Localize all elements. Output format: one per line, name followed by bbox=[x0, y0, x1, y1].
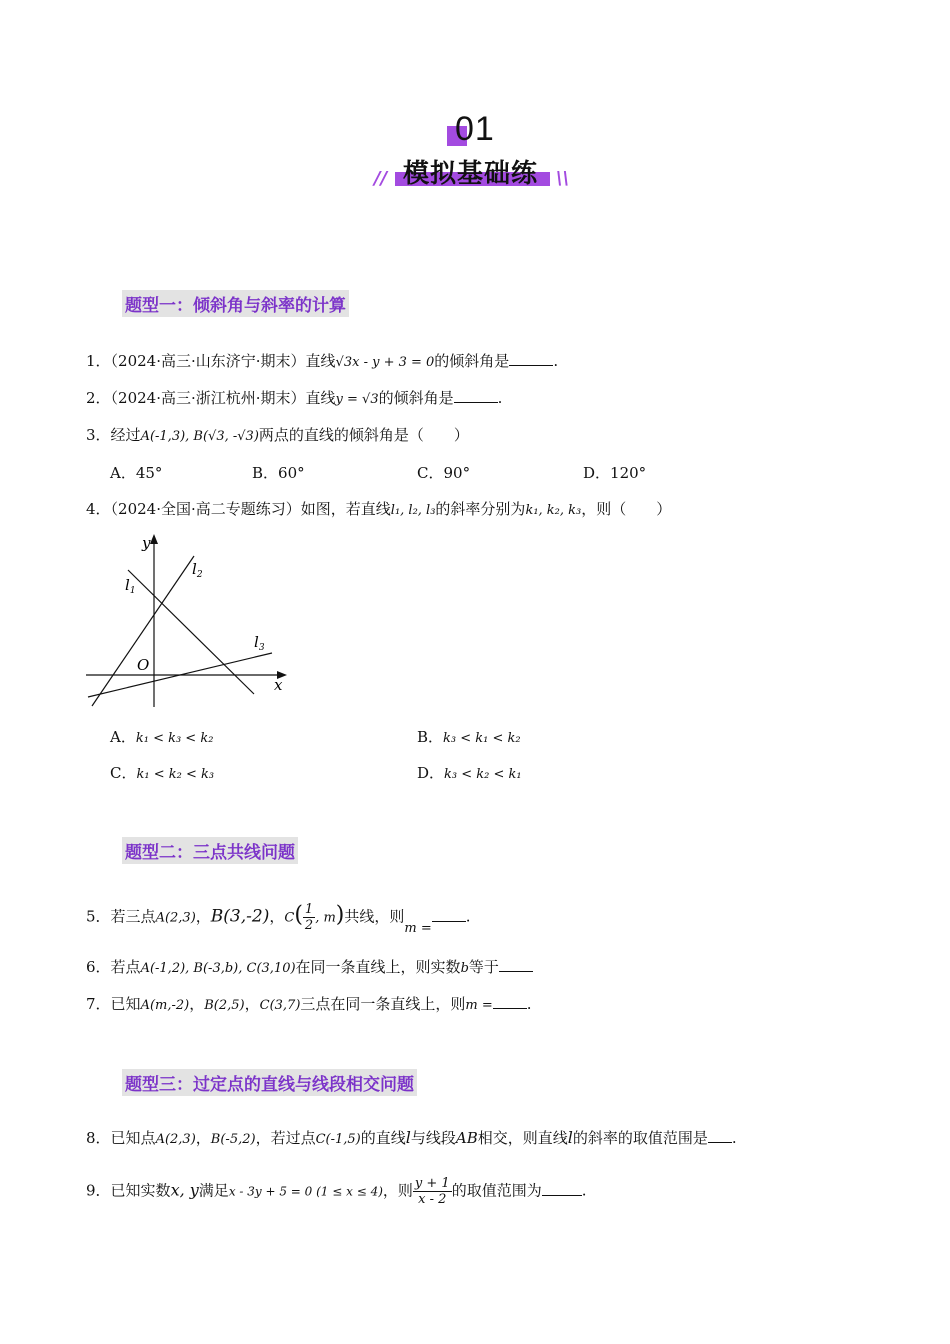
math-expr: C(3,7) bbox=[259, 998, 301, 1013]
question-8: 8．已知点A(2,3)，B(-5,2)，若过点C(-1,5)的直线l与线段AB相交，则直线l的斜率的取值范围是 . bbox=[86, 1128, 737, 1147]
answer-blank bbox=[708, 1128, 732, 1143]
question-number: 5． bbox=[86, 907, 111, 926]
option-c[interactable]: C．90° bbox=[417, 464, 471, 482]
question-7: 7．已知A(m,-2)，B(2,5)，C(3,7)三点在同一条直线上，则m = . bbox=[86, 995, 532, 1013]
math-expr: A(-1,3), B(√3, -√3) bbox=[140, 429, 259, 444]
math-expr: A(2,3) bbox=[155, 910, 196, 926]
option-c[interactable]: C．k₁ < k₂ < k₃ bbox=[110, 764, 215, 782]
question-number: 6． bbox=[86, 958, 111, 976]
question-3: 3．经过A(-1,3), B(√3, -√3)两点的直线的倾斜角是（ ） bbox=[86, 426, 469, 444]
option-a[interactable]: A．k₁ < k₃ < k₂ bbox=[110, 728, 214, 746]
fraction: $\frac{y + 1}{x - 2}$ bbox=[414, 1176, 450, 1207]
option-d[interactable]: D．k₃ < k₂ < k₁ bbox=[417, 764, 522, 782]
math-expr: l₁, l₂, l₃ bbox=[390, 503, 436, 518]
math-expr: A(m,-2) bbox=[140, 998, 190, 1013]
math-expr: √3x - y + 3 = 0 bbox=[335, 355, 435, 370]
math-expr: C(-1,5) bbox=[315, 1132, 361, 1147]
answer-blank bbox=[454, 388, 498, 403]
answer-blank bbox=[542, 1181, 582, 1196]
question-2: 2．（2024·高三·浙江杭州·期末）直线y = √3的倾斜角是 . bbox=[86, 389, 503, 407]
question-9: 9．已知实数x, y满足x - 3y + 5 = 0 (1 ≤ x ≤ 4)，则 $\frac{y + 1}{x - 2}$ 的取值范围为 . bbox=[86, 1176, 587, 1207]
header-deco-right: \\ bbox=[556, 168, 570, 189]
question-number: 7． bbox=[86, 995, 111, 1013]
header-deco-left: // bbox=[374, 168, 388, 189]
question-number: 2． bbox=[86, 389, 111, 407]
question-number: 8． bbox=[86, 1129, 111, 1147]
question-number: 3． bbox=[86, 426, 111, 444]
math-expr: y = √3 bbox=[335, 392, 379, 407]
answer-blank bbox=[493, 994, 527, 1009]
question-source: （2024·高三·浙江杭州·期末） bbox=[110, 389, 306, 407]
x-axis-label: x bbox=[274, 676, 283, 694]
question-source: （2024·高三·山东济宁·期末） bbox=[110, 352, 306, 370]
question-source: （2024·全国·高二专题练习） bbox=[110, 500, 301, 518]
math-expr: B(2,5) bbox=[204, 998, 245, 1013]
y-axis-label: y bbox=[142, 534, 151, 552]
math-expr: B(3,-2) bbox=[210, 906, 270, 927]
answer-blank bbox=[432, 907, 466, 922]
option-d[interactable]: D．120° bbox=[583, 464, 647, 482]
header-number: 01 bbox=[455, 110, 495, 148]
question-1: 1．（2024·高三·山东济宁·期末）直线√3x - y + 3 = 0的倾斜角是 . bbox=[86, 352, 559, 370]
section-heading-1: 题型一：倾斜角与斜率的计算 bbox=[122, 290, 349, 317]
math-expr: B(-5,2) bbox=[210, 1132, 256, 1147]
header-title: 模拟基础练 bbox=[403, 159, 539, 189]
math-expr: A(-1,2), B(-3,b), C(3,10) bbox=[140, 961, 296, 976]
question-4: 4．（2024·全国·高二专题练习）如图，若直线l₁, l₂, l₃的斜率分别为k₁, k₂, k₃，则（ ） bbox=[86, 500, 672, 518]
option-a[interactable]: A．45° bbox=[110, 464, 163, 482]
origin-label: O bbox=[137, 656, 150, 674]
answer-blank bbox=[509, 351, 553, 366]
l1-label: $l_1$ bbox=[125, 576, 136, 596]
math-expr: A(2,3) bbox=[155, 1132, 196, 1147]
section-heading-3: 题型三：过定点的直线与线段相交问题 bbox=[122, 1069, 417, 1096]
math-expr: x - 3y + 5 = 0 (1 ≤ x ≤ 4) bbox=[228, 1184, 383, 1199]
math-expr: x, y bbox=[170, 1180, 199, 1200]
y-axis-arrow bbox=[150, 534, 158, 544]
fraction: $\frac{1}{2}$ bbox=[304, 902, 314, 933]
question-number: 4． bbox=[86, 500, 111, 518]
question-number: 9． bbox=[86, 1181, 111, 1200]
question-6: 6．若点A(-1,2), B(-3,b), C(3,10)在同一条直线上，则实数b等于 bbox=[86, 957, 533, 979]
answer-blank bbox=[499, 957, 533, 972]
option-b[interactable]: B．60° bbox=[252, 464, 305, 482]
figure-lines-diagram bbox=[82, 532, 297, 712]
option-b[interactable]: B．k₃ < k₁ < k₂ bbox=[417, 728, 521, 746]
math-expr: k₁, k₂, k₃ bbox=[525, 503, 582, 518]
l2-label: $l_2$ bbox=[192, 560, 203, 580]
question-5: 5．若三点A(2,3)，B(3,-2)，C( $\frac{1}{2}$ , m)共线，则m =. bbox=[86, 902, 471, 936]
question-number: 1． bbox=[86, 352, 111, 370]
l3-label: $l_3$ bbox=[254, 633, 265, 653]
section-heading-2: 题型二：三点共线问题 bbox=[122, 837, 298, 864]
